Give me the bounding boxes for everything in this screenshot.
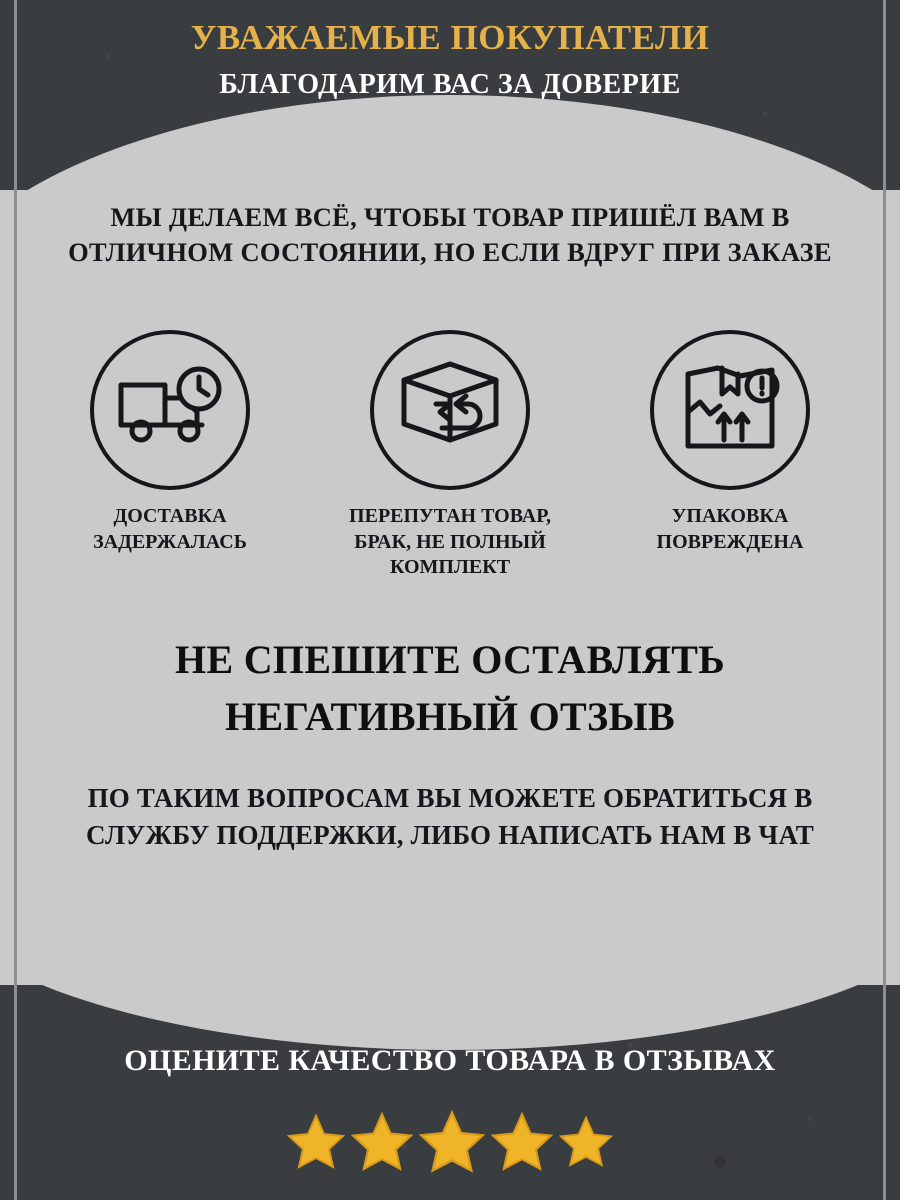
issue-caption: УПАКОВКА ПОВРЕЖДЕНА [656,505,804,553]
star-icon [351,1111,413,1176]
issue-item-delivery [40,330,300,555]
issue-icon-row [40,330,860,581]
star-icon [559,1115,613,1172]
left-border-rule [14,0,17,1200]
star-rating [0,1109,900,1178]
damaged-package-icon [678,360,782,461]
issue-caption: ПЕРЕПУТАН ТОВАР, БРАК, НЕ ПОЛНЫЙ КОМПЛЕКТ [349,505,551,579]
issue-item-wrong-goods [320,330,580,581]
rate-cta-text: ОЦЕНИТЕ КАЧЕСТВО ТОВАРА В ОТЗЫВАХ [124,1044,776,1077]
box-return-arrow-icon [396,358,504,463]
page-subtitle: БЛАГОДАРИМ ВАС ЗА ДОВЕРИЕ [219,69,681,101]
icon-circle [90,330,250,490]
page-title: УВАЖАЕМЫЕ ПОКУПАТЕЛИ [190,18,710,57]
star-icon [419,1109,485,1178]
issue-caption: ДОСТАВКА ЗАДЕРЖАЛАСЬ [93,505,247,553]
issue-item-damaged-package [600,330,860,555]
lead-paragraph: МЫ ДЕЛАЕМ ВСЁ, ЧТОБЫ ТОВАР ПРИШЁЛ ВАМ В ОТЛИЧНОМ СОСТОЯНИИ, НО ЕСЛИ ВДРУГ ПРИ ЗАКАЗЕ [68,202,832,268]
right-border-rule [883,0,886,1200]
star-icon [287,1113,345,1174]
header-block [0,18,900,102]
icon-circle [650,330,810,490]
icon-circle [370,330,530,490]
star-icon [491,1111,553,1176]
support-instructions: ПО ТАКИМ ВОПРОСАМ ВЫ МОЖЕТЕ ОБРАТИТЬСЯ В СЛУЖБУ ПОДДЕРЖКИ, ЛИБО НАПИСАТЬ НАМ В ЧАТ [86,783,814,850]
headline-no-negative-review: НЕ СПЕШИТЕ ОСТАВЛЯТЬ НЕГАТИВНЫЙ ОТЗЫВ [175,637,725,739]
delivery-truck-clock-icon [115,365,225,456]
